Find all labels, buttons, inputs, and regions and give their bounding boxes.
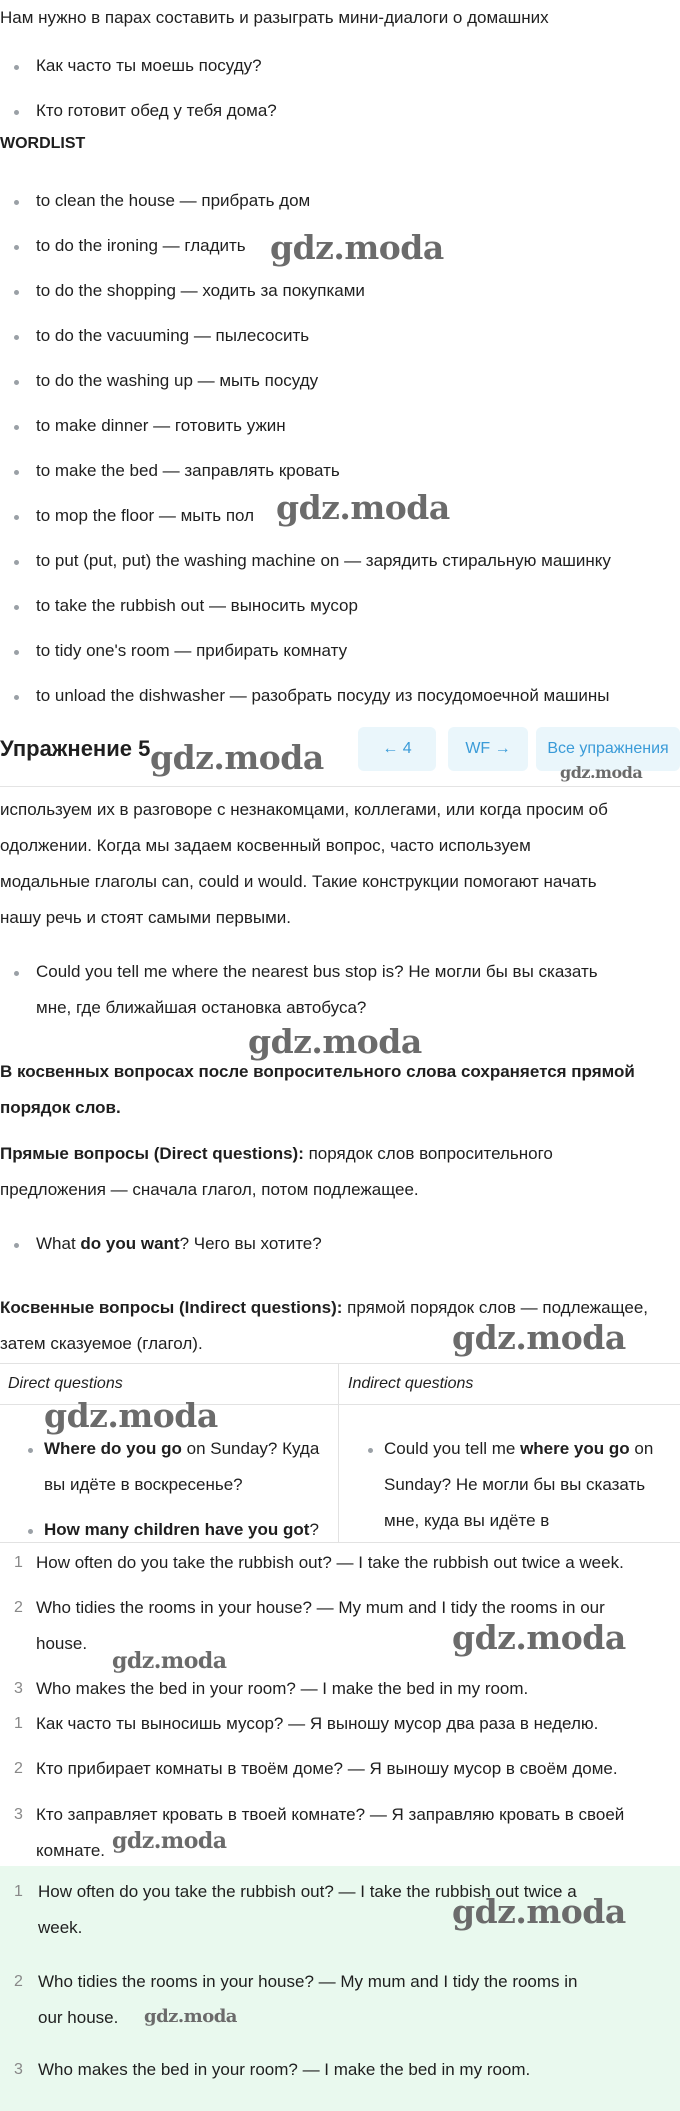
indirect-definition-cont: затем сказуемое (глагол). [0, 1334, 203, 1353]
watermark-logo: gdz.moda [112, 1648, 227, 1674]
bullet [14, 470, 19, 475]
watermark-logo: gdz.moda [452, 1318, 626, 1357]
wordlist-item: to do the vacuuming — пылесосить [36, 326, 310, 345]
answer-line: комнате. [36, 1841, 106, 1860]
list-number: 1 [14, 1715, 23, 1732]
wordlist-item: to tidy one's room — прибирать комнату [36, 641, 348, 660]
table-cell-line [44, 1512, 319, 1548]
wordlist-item: to put (put, put) the washing machine on — зарядить стиральную машинку [36, 551, 611, 570]
example-line: Could you tell me where the nearest bus stop is? Не могли бы вы сказать [36, 962, 598, 981]
bullet [14, 650, 19, 655]
prev-exercise-button[interactable]: ← 4 [358, 727, 436, 771]
watermark-logo: gdz.moda [276, 488, 450, 527]
list-number: 2 [14, 1760, 23, 1777]
bullet [14, 515, 19, 520]
answer-line: Who tidies the rooms in your house? — My mum and I tidy the rooms in our [36, 1598, 605, 1617]
bold-phrase: where you go [520, 1439, 630, 1458]
theory-text: нашу речь и стоят самыми первыми. [0, 908, 292, 927]
direct-definition-cont: предложения — сначала глагол, потом подлежащее. [0, 1180, 419, 1199]
answer-line: Кто прибирает комнаты в твоём доме? — Я выношу мусор в своём доме. [36, 1759, 618, 1778]
cell-text: on Sunday? Куда [181, 1439, 320, 1458]
bullet [28, 1529, 33, 1534]
comparison-table [0, 1363, 680, 1543]
bold-phrase: Where do you go [44, 1439, 182, 1458]
bold-phrase: How many children have you got [44, 1520, 310, 1539]
table-head-indirect: Indirect questions [348, 1375, 474, 1392]
direct-term: Прямые вопросы (Direct questions): [0, 1144, 304, 1163]
bullet [14, 380, 19, 385]
bullet [14, 425, 19, 430]
bullet [14, 560, 19, 565]
answer-line: our house. [38, 2008, 119, 2027]
bullet [368, 1448, 373, 1453]
bullet [28, 1448, 33, 1453]
answer-line: Who makes the bed in your room? — I make the bed in my room. [38, 2060, 531, 2079]
list-number: 3 [14, 2061, 23, 2078]
wordlist-item: to do the washing up — мыть посуду [36, 371, 319, 390]
example-bold: do you want [80, 1234, 180, 1253]
intro-question: Кто готовит обед у тебя дома? [36, 101, 277, 120]
direct-definition [0, 1136, 553, 1172]
bullet [14, 605, 19, 610]
answer-line: house. [36, 1634, 88, 1653]
list-number: 3 [14, 1806, 23, 1823]
list-number: 1 [14, 1883, 23, 1900]
watermark-logo: gdz.moda [144, 2006, 237, 2027]
watermark-logo: gdz.moda [248, 1022, 422, 1061]
rule-text: В косвенных вопросах после вопросительного слова сохраняется прямой [0, 1062, 635, 1081]
list-number: 3 [14, 1680, 23, 1697]
answer-line: Who tidies the rooms in your house? — My mum and I tidy the rooms in [38, 1972, 578, 1991]
bullet [14, 695, 19, 700]
wordlist-item: to make the bed — заправлять кровать [36, 461, 340, 480]
table-cell-line: вы идёте в воскресенье? [44, 1475, 243, 1494]
example-line: мне, где ближайшая остановка автобуса? [36, 998, 367, 1017]
exercise-title: Упражнение 5 [0, 736, 151, 761]
watermark-logo: gdz.moda [44, 1396, 218, 1435]
theory-text: используем их в разговоре с незнакомцами, коллегами, или когда просим об [0, 800, 608, 819]
answer-line: How often do you take the rubbish out? — I take the rubbish out twice a week. [36, 1553, 624, 1572]
direct-desc: порядок слов вопросительного [303, 1144, 553, 1163]
bullet [14, 200, 19, 205]
example-part: ? Чего вы хотите? [179, 1234, 322, 1253]
theory-text: модальные глаголы can, could и would. Такие конструкции помогают начать [0, 872, 597, 891]
example-line [36, 1226, 322, 1262]
indirect-desc: прямой порядок слов — подлежащее, [342, 1298, 649, 1317]
wordlist-item: to do the shopping — ходить за покупками [36, 281, 365, 300]
bullet [14, 335, 19, 340]
list-number: 2 [14, 1599, 23, 1616]
all-exercises-button[interactable]: Все упражнения [536, 727, 680, 771]
next-exercise-button[interactable]: WF → [448, 727, 528, 771]
bullet [14, 65, 19, 70]
wordlist-title: WORDLIST [0, 135, 86, 152]
rule-text: порядок слов. [0, 1098, 121, 1117]
wordlist-item: to unload the dishwasher — разобрать посуду из посудомоечной машины [36, 686, 610, 705]
answer-line: Who makes the bed in your room? — I make the bed in my room. [36, 1679, 529, 1698]
answer-line: How often do you take the rubbish out? — I take the rubbish out twice a [38, 1882, 577, 1901]
bullet [14, 290, 19, 295]
watermark-logo: gdz.moda [150, 738, 324, 777]
watermark-logo: gdz.moda [452, 1618, 626, 1657]
bullet [14, 245, 19, 250]
watermark-logo: gdz.moda [112, 1828, 227, 1854]
example-part: What [36, 1234, 81, 1253]
answer-line: Кто заправляет кровать в твоей комнате? — Я заправляю кровать в своей [36, 1805, 625, 1824]
cell-text: Could you tell me [384, 1439, 521, 1458]
cell-text: ? [309, 1520, 319, 1539]
wordlist-item: to do the ironing — гладить [36, 236, 246, 255]
watermark-logo: gdz.moda [270, 228, 444, 267]
wordlist-item: to make dinner — готовить ужин [36, 416, 286, 435]
indirect-term: Косвенные вопросы (Indirect questions): [0, 1298, 343, 1317]
wordlist-item: to clean the house — прибрать дом [36, 191, 311, 210]
answer-line: Как часто ты выносишь мусор? — Я выношу мусор два раза в неделю. [36, 1714, 599, 1733]
bullet [14, 110, 19, 115]
theory-text: одолжении. Когда мы задаем косвенный вопрос, часто используем [0, 836, 531, 855]
bullet [14, 971, 19, 976]
answer-line: week. [38, 1918, 83, 1937]
list-number: 2 [14, 1973, 23, 1990]
list-number: 1 [14, 1554, 23, 1571]
table-cell-line: мне, куда вы идёте в [384, 1511, 550, 1530]
intro-question: Как часто ты моешь посуду? [36, 56, 262, 75]
table-head-direct: Direct questions [8, 1375, 123, 1392]
wordlist-item: to take the rubbish out — выносить мусор [36, 596, 358, 615]
table-divider [338, 1364, 339, 1542]
wordlist-item: to mop the floor — мыть пол [36, 506, 255, 525]
table-cell-line [384, 1431, 653, 1467]
table-cell-line: Sunday? Не могли бы вы сказать [384, 1475, 646, 1494]
bullet [14, 1243, 19, 1248]
cell-text: on [629, 1439, 654, 1458]
intro-line: Нам нужно в парах составить и разыграть мини-диалоги о домашних [0, 8, 549, 27]
watermark-logo: gdz.moda [452, 1892, 626, 1931]
table-cell-line [44, 1431, 319, 1467]
watermark-logo: gdz.moda [560, 763, 643, 782]
